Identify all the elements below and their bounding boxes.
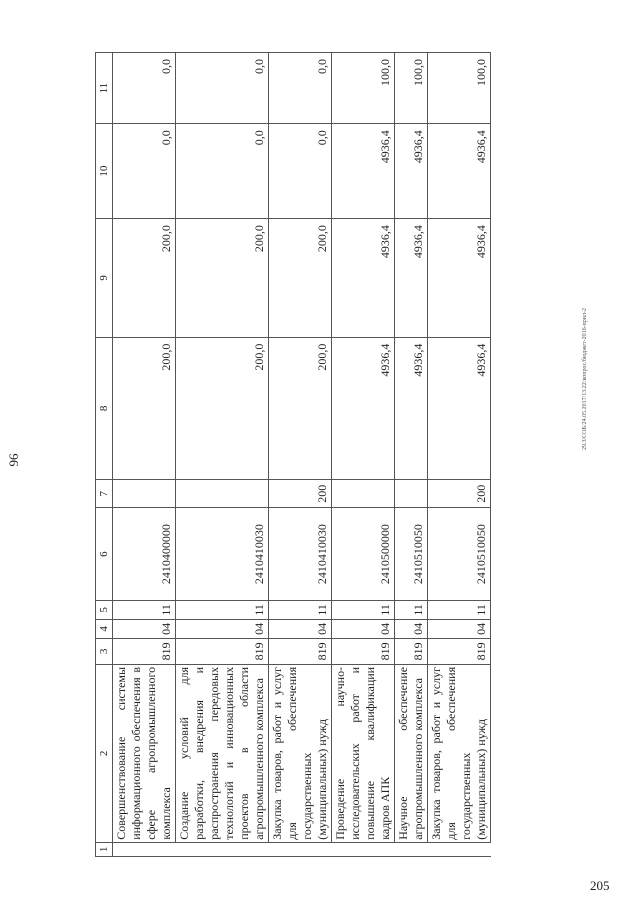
row-code-cell: 819 xyxy=(332,638,395,664)
row-code-cell: 819 xyxy=(113,638,176,664)
row-index-cell xyxy=(332,842,395,856)
row-subsection-cell: 11 xyxy=(395,600,428,619)
table-row xyxy=(269,53,332,857)
table-header-row xyxy=(96,53,113,857)
row-index-cell xyxy=(113,842,176,856)
row-value8-cell: 4936,4 xyxy=(395,337,428,479)
table-row xyxy=(176,53,269,857)
row-value10-cell: 0,0 xyxy=(269,124,332,219)
row-value10-cell: 4936,4 xyxy=(395,124,428,219)
row-subsection-cell: 11 xyxy=(269,600,332,619)
row-expense-type-cell: 200 xyxy=(428,479,491,507)
table-row xyxy=(113,53,176,857)
header-cell: 1 xyxy=(96,842,113,856)
row-expense-type-cell: 200 xyxy=(269,479,332,507)
row-index-cell xyxy=(428,842,491,856)
row-value9-cell: 4936,4 xyxy=(332,219,395,338)
row-code-cell: 819 xyxy=(269,638,332,664)
row-expense-type-cell xyxy=(176,479,269,507)
row-code-cell: 819 xyxy=(428,638,491,664)
row-value8-cell: 200,0 xyxy=(113,337,176,479)
row-value10-cell: 4936,4 xyxy=(428,124,491,219)
row-value8-cell: 4936,4 xyxy=(428,337,491,479)
row-value10-cell: 0,0 xyxy=(176,124,269,219)
header-cell: 11 xyxy=(96,53,113,124)
header-cell: 5 xyxy=(96,600,113,619)
row-value9-cell: 4936,4 xyxy=(395,219,428,338)
row-target-article-cell: 2410400000 xyxy=(113,508,176,600)
row-value9-cell: 4936,4 xyxy=(428,219,491,338)
row-subsection-cell: 11 xyxy=(332,600,395,619)
row-section-cell: 04 xyxy=(395,619,428,638)
row-expense-type-cell xyxy=(332,479,395,507)
row-value11-cell: 0,0 xyxy=(269,53,332,124)
page-number-top: 96 xyxy=(6,453,21,467)
row-target-article-cell: 2410410030 xyxy=(176,508,269,600)
row-value9-cell: 200,0 xyxy=(269,219,332,338)
row-name-cell: Закупка товаров, работ и услуг для обеспечения государственных (муниципальных) нужд xyxy=(269,664,332,842)
row-target-article-cell: 2410410030 xyxy=(269,508,332,600)
header-cell: 4 xyxy=(96,619,113,638)
budget-table xyxy=(95,52,491,857)
header-cell: 10 xyxy=(96,124,113,219)
row-target-article-cell: 2410510050 xyxy=(395,508,428,600)
row-value10-cell: 4936,4 xyxy=(332,124,395,219)
row-subsection-cell: 11 xyxy=(176,600,269,619)
row-value8-cell: 4936,4 xyxy=(332,337,395,479)
row-section-cell: 04 xyxy=(269,619,332,638)
row-value11-cell: 0,0 xyxy=(176,53,269,124)
row-index-cell xyxy=(395,842,428,856)
document-side-note: 29.3/СОБ/24.05.2017/13.22/вопрос/бюджет-2016-прил-2 xyxy=(582,308,588,450)
header-cell: 6 xyxy=(96,508,113,600)
row-section-cell: 04 xyxy=(176,619,269,638)
row-value10-cell: 0,0 xyxy=(113,124,176,219)
row-expense-type-cell xyxy=(395,479,428,507)
row-subsection-cell: 11 xyxy=(428,600,491,619)
table-row xyxy=(332,53,395,857)
row-value9-cell: 200,0 xyxy=(113,219,176,338)
rotated-budget-table-container xyxy=(95,52,530,857)
row-name-cell: Совершенствование системы информационного обеспечения в сфере агропромышленного комплекса xyxy=(113,664,176,842)
row-code-cell: 819 xyxy=(176,638,269,664)
header-cell: 3 xyxy=(96,638,113,664)
row-value11-cell: 100,0 xyxy=(428,53,491,124)
row-section-cell: 04 xyxy=(113,619,176,638)
page-number-bottom: 205 xyxy=(590,878,610,893)
row-value11-cell: 100,0 xyxy=(332,53,395,124)
row-name-cell: Проведение научно-исследовательских работ и повышение квалификации кадров АПК xyxy=(332,664,395,842)
row-index-cell xyxy=(176,842,269,856)
row-value8-cell: 200,0 xyxy=(269,337,332,479)
row-section-cell: 04 xyxy=(332,619,395,638)
header-cell: 2 xyxy=(96,664,113,842)
row-section-cell: 04 xyxy=(428,619,491,638)
row-code-cell: 819 xyxy=(395,638,428,664)
row-index-cell xyxy=(269,842,332,856)
header-cell: 8 xyxy=(96,337,113,479)
row-name-cell: Научное обеспечение агропромышленного комплекса xyxy=(395,664,428,842)
row-name-cell: Создание условий для разработки, внедрения и распространения передовых технологий и инновационных проектов в области агропромышленного комплекса xyxy=(176,664,269,842)
row-name-cell: Закупка товаров, работ и услуг для обеспечения государственных (муниципальных) нужд xyxy=(428,664,491,842)
row-expense-type-cell xyxy=(113,479,176,507)
header-cell: 7 xyxy=(96,479,113,507)
row-value11-cell: 0,0 xyxy=(113,53,176,124)
header-cell: 9 xyxy=(96,219,113,338)
table-row xyxy=(395,53,428,857)
row-value9-cell: 200,0 xyxy=(176,219,269,338)
row-target-article-cell: 2410500000 xyxy=(332,508,395,600)
row-subsection-cell: 11 xyxy=(113,600,176,619)
row-value11-cell: 100,0 xyxy=(395,53,428,124)
row-target-article-cell: 2410510050 xyxy=(428,508,491,600)
row-value8-cell: 200,0 xyxy=(176,337,269,479)
table-row xyxy=(428,53,491,857)
